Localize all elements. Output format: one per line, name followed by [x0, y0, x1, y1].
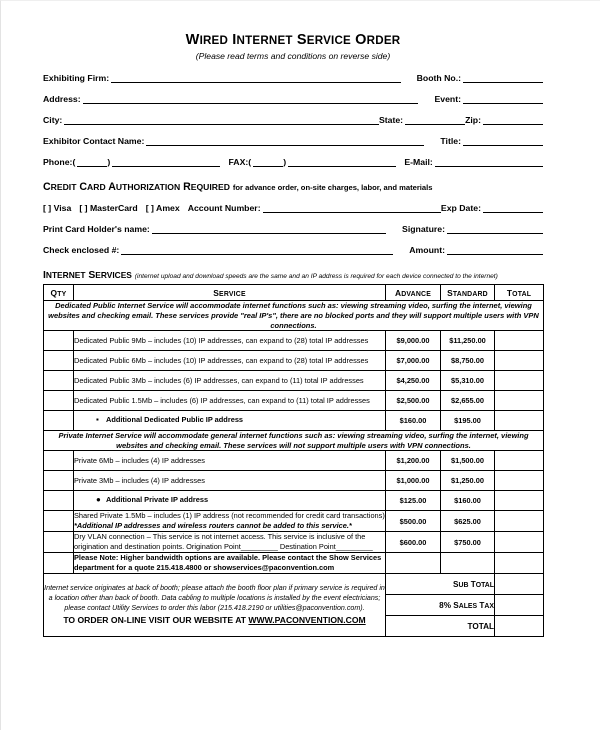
field-row-card-type [43, 203, 543, 213]
service-cell [74, 553, 386, 574]
credit-card-heading [43, 181, 543, 193]
advance-price-cell: $160.00 [386, 411, 441, 431]
qty-cell[interactable] [44, 491, 74, 511]
advance-price-cell: $2,500.00 [386, 391, 441, 411]
state-label: State: [378, 114, 404, 125]
state-input[interactable] [405, 115, 465, 125]
event-label: Event: [434, 93, 461, 104]
standard-price-cell: $11,250.00 [441, 331, 495, 351]
dedicated-banner-text: Dedicated Public Internet Service will accommodate internet functions such as: viewing streaming video, surfing the internet, viewing websites and checking email. These services provide "real IP's", there are no blocked ports and they will support multiple users with VPN connections. [44, 301, 544, 331]
service-cell: Dedicated Public 6Mb – includes (10) IP addresses, can expand to (28) total IP addresses [74, 351, 386, 371]
total-cell[interactable] [495, 331, 544, 351]
address-input[interactable] [83, 94, 419, 104]
services-table [43, 284, 544, 637]
standard-price-cell: $2,655.00 [441, 391, 495, 411]
phone-paren-open: ( [72, 156, 76, 167]
form-content [43, 33, 543, 637]
fax-label: FAX: [228, 156, 249, 167]
qty-cell[interactable] [44, 553, 74, 574]
title-text: WIRED INTERNET SERVICE ORDER [185, 32, 401, 48]
table-row [44, 471, 544, 491]
fax-input[interactable] [288, 157, 396, 167]
event-input[interactable] [463, 94, 543, 104]
table-row [44, 371, 544, 391]
total-cell[interactable] [495, 411, 544, 431]
footnote-block [44, 574, 386, 637]
table-row [44, 553, 544, 574]
service-cell: Dedicated Public 1.5Mb – includes (6) IP addresses, can expand to (11) total IP addresses [74, 391, 386, 411]
total-cell[interactable] [495, 351, 544, 371]
service-cell: Private 6Mb – includes (4) IP addresses [74, 451, 386, 471]
standard-price-cell [441, 553, 495, 574]
private-banner-text: Private Internet Service will accommodate general internet functions such as: viewing streaming video, surfing the internet, viewing websites and checking email. These services will not support multiple users with VPN connections. [44, 431, 544, 451]
col-header-standard: STANDARD [441, 285, 495, 301]
signature-label: Signature: [402, 223, 445, 234]
exhibitor-contact-name-label: Exhibitor Contact Name: [43, 135, 145, 146]
page-title [43, 33, 543, 49]
phone-paren-close: ) [107, 156, 111, 167]
bullet-item [74, 495, 208, 504]
fax-area-input[interactable] [253, 157, 283, 167]
table-row [44, 491, 544, 511]
paconvention-link[interactable]: WWW.PACONVENTION.COM [248, 614, 366, 625]
exhibitor-contact-name-input[interactable] [146, 136, 424, 146]
table-header-row [44, 285, 544, 301]
standard-price-cell: $5,310.00 [441, 371, 495, 391]
footnote-totals-row-subtotal [44, 574, 544, 595]
service-cell [74, 491, 386, 511]
bullet-icon: ● [96, 495, 101, 505]
total-cell[interactable] [495, 471, 544, 491]
qty-cell[interactable] [44, 331, 74, 351]
subtotal-label: SUB TOTAL [386, 574, 495, 595]
field-row-city-state-zip [43, 115, 543, 125]
service-text: Additional Dedicated Public IP address [106, 415, 244, 425]
print-card-holder-label: Print Card Holder's name: [43, 223, 150, 234]
form-sheet [23, 15, 579, 715]
page-subtitle: (Please read terms and conditions on reverse side) [195, 50, 391, 61]
grand-total-value[interactable] [495, 616, 544, 637]
email-input[interactable] [435, 157, 543, 167]
footnote-text: Internet service originates at back of booth; please attach the booth floor plan if primary service is required in a location other than back of booth. Data cabling to multiple locations is installed by the event electricians; please contact Utility Services to order this labor (215.418.2190 or utilities@paconvention.com). [44, 584, 385, 612]
amex-checkbox[interactable]: [ ] Amex [145, 202, 180, 213]
qty-cell[interactable] [44, 511, 74, 532]
field-row-contact-title [43, 136, 543, 146]
visa-checkbox[interactable]: [ ] Visa [43, 202, 72, 213]
standard-price-cell: $1,250.00 [441, 471, 495, 491]
table-row [44, 351, 544, 371]
col-header-advance: ADVANCE [386, 285, 441, 301]
service-cell: Dedicated Public 3Mb – includes (6) IP addresses, can expand to (11) total IP addresses [74, 371, 386, 391]
field-row-address [43, 94, 543, 104]
total-cell[interactable] [495, 511, 544, 532]
account-number-input[interactable] [263, 203, 441, 213]
cta-prefix: TO ORDER ON-LINE VISIT OUR WEBSITE AT [63, 614, 249, 625]
signature-input[interactable] [447, 224, 543, 234]
qty-cell[interactable] [44, 371, 74, 391]
amount-label: Amount: [409, 244, 445, 255]
standard-price-cell: $1,500.00 [441, 451, 495, 471]
print-card-holder-input[interactable] [152, 224, 386, 234]
city-input[interactable] [64, 115, 379, 125]
col-header-service: SERVICE [74, 285, 386, 301]
phone-label: Phone: [43, 156, 73, 167]
phone-area-input[interactable] [77, 157, 107, 167]
total-cell[interactable] [495, 491, 544, 511]
standard-price-cell: $160.00 [441, 491, 495, 511]
standard-price-cell: $8,750.00 [441, 351, 495, 371]
service-cell: Private 3Mb – includes (4) IP addresses [74, 471, 386, 491]
advance-price-cell: $600.00 [386, 532, 441, 553]
service-cell: Dry VLAN connection – This service is not internet access. This service is inclusive of the origination and destination points. Origination Point_________ Destination Point_________ [74, 532, 386, 553]
internet-services-heading-note: (internet upload and download speeds are the same and an IP address is required for each device connected to the internet) [134, 272, 498, 280]
internet-services-heading [43, 271, 543, 281]
city-label: City: [43, 114, 63, 125]
advance-price-cell: $500.00 [386, 511, 441, 532]
bullet-item [74, 415, 243, 424]
advance-price-cell: $7,000.00 [386, 351, 441, 371]
subtotal-value[interactable] [495, 574, 544, 595]
check-enclosed-input[interactable] [121, 245, 393, 255]
field-row-check-amount [43, 245, 543, 255]
phone-input[interactable] [112, 157, 220, 167]
bullet-icon: ▪ [96, 415, 99, 425]
credit-card-heading-note: for advance order, on-site charges, labor, and materials [232, 182, 433, 192]
total-cell[interactable] [495, 532, 544, 553]
total-cell[interactable] [495, 371, 544, 391]
zip-input[interactable] [483, 115, 543, 125]
fax-paren-open: ( [248, 156, 252, 167]
advance-price-cell [386, 553, 441, 574]
booth-no-label: Booth No.: [416, 72, 461, 83]
fax-paren-close: ) [283, 156, 287, 167]
title-input[interactable] [463, 136, 543, 146]
title-label: Title: [440, 135, 461, 146]
table-row [44, 411, 544, 431]
total-cell[interactable] [495, 451, 544, 471]
credit-card-heading-caps: CREDIT CARD AUTHORIZATION REQUIRED [43, 180, 230, 193]
address-label: Address: [43, 93, 81, 104]
service-text: Additional Private IP address [106, 495, 209, 505]
service-cell [74, 411, 386, 431]
grand-total-label: TOTAL [386, 616, 495, 637]
qty-cell[interactable] [44, 411, 74, 431]
zip-label: Zip: [465, 114, 481, 125]
qty-cell[interactable] [44, 532, 74, 553]
email-label: E-Mail: [404, 156, 433, 167]
total-cell[interactable] [495, 553, 544, 574]
mastercard-checkbox[interactable]: [ ] MasterCard [79, 202, 138, 213]
field-row-exhibiting-firm [43, 73, 543, 83]
advance-price-cell: $4,250.00 [386, 371, 441, 391]
exp-date-input[interactable] [483, 203, 543, 213]
qty-cell[interactable] [44, 471, 74, 491]
banner-row-dedicated [44, 301, 544, 331]
advance-price-cell: $9,000.00 [386, 331, 441, 351]
qty-cell[interactable] [44, 451, 74, 471]
amount-input[interactable] [447, 245, 543, 255]
sales-tax-value[interactable] [495, 595, 544, 616]
advance-price-cell: $125.00 [386, 491, 441, 511]
table-row [44, 451, 544, 471]
field-row-card-holder [43, 224, 543, 234]
table-row [44, 511, 544, 532]
qty-cell[interactable] [44, 391, 74, 411]
table-row [44, 391, 544, 411]
service-text: Shared Private 1.5Mb – includes (1) IP address (not recommended for credit card transactions) [74, 511, 385, 521]
sales-tax-label: 8% SALES TAX [386, 595, 495, 616]
col-header-total: TOTAL [495, 285, 544, 301]
banner-row-private [44, 431, 544, 451]
booth-no-input[interactable] [463, 73, 543, 83]
table-row [44, 331, 544, 351]
qty-cell[interactable] [44, 351, 74, 371]
exhibiting-firm-input[interactable] [111, 73, 400, 83]
exhibiting-firm-label: Exhibiting Firm: [43, 72, 110, 83]
field-row-phone-fax-email [43, 157, 543, 167]
service-text: Please Note: Higher bandwidth options are available. Please contact the Show Services department for a quote 215.418.4800 or showservices@paconvention.com [74, 553, 382, 573]
service-cell: Dedicated Public 9Mb – includes (10) IP addresses, can expand to (28) total IP addresses [74, 331, 386, 351]
service-cell [74, 511, 386, 532]
standard-price-cell: $625.00 [441, 511, 495, 532]
standard-price-cell: $195.00 [441, 411, 495, 431]
advance-price-cell: $1,000.00 [386, 471, 441, 491]
service-note: *Additional IP addresses and wireless routers cannot be added to this service.* [74, 521, 352, 531]
advance-price-cell: $1,200.00 [386, 451, 441, 471]
order-online-cta [44, 615, 385, 627]
check-enclosed-label: Check enclosed #: [43, 244, 120, 255]
total-cell[interactable] [495, 391, 544, 411]
col-header-qty: QTY [44, 285, 74, 301]
exp-date-label: Exp Date: [440, 202, 481, 213]
account-number-label: Account Number: [187, 202, 261, 213]
table-row [44, 532, 544, 553]
internet-services-heading-caps: INTERNET SERVICES [43, 269, 132, 281]
standard-price-cell: $750.00 [441, 532, 495, 553]
